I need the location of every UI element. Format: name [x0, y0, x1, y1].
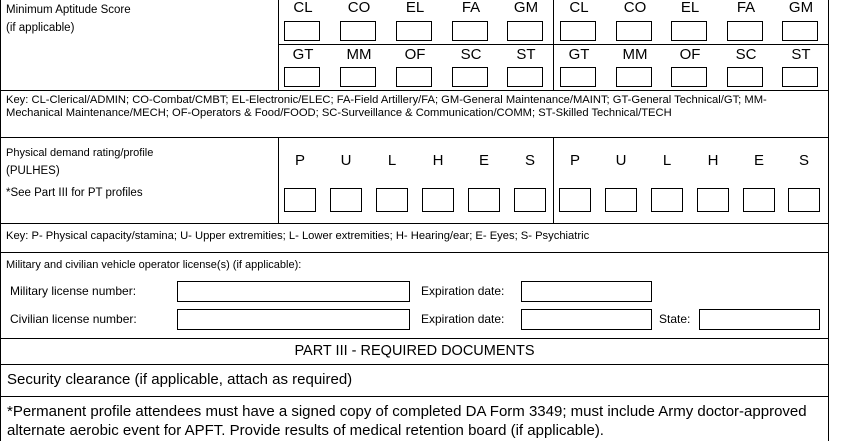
aptitude-header-gt: GT [292, 46, 314, 63]
divider-license [0, 252, 829, 253]
physical-note: *See Part III for PT profiles [6, 187, 143, 199]
security-clearance-text: Security clearance (if applicable, attach as required) [7, 371, 353, 388]
aptitude-header-el: EL [405, 0, 425, 16]
profile-note-text: *Permanent profile attendees must have a signed copy of completed DA Form 3349; must include Army doctor-approved alternate aerobic event for APFT. Provide results of medical retention board (if applicable). [7, 403, 807, 439]
divider-aptitude-key [0, 90, 829, 91]
aptitude-header-cl: CL [293, 0, 313, 16]
pulhes-header-l: L [387, 152, 397, 169]
aptitude-input-mm[interactable] [340, 67, 376, 87]
aptitude-row-divider [278, 44, 829, 45]
aptitude-input-st[interactable] [507, 67, 543, 87]
pulhes-header-s: S [524, 152, 535, 169]
physical-divider [278, 137, 279, 223]
aptitude-input-gt-2[interactable] [560, 67, 596, 87]
aptitude-input-fa[interactable] [452, 21, 488, 41]
civilian-license-input[interactable] [177, 309, 410, 330]
civilian-expiration-label: Expiration date: [421, 312, 505, 326]
part3-title: PART III - REQUIRED DOCUMENTS [294, 343, 535, 359]
pulhes-header-h: H [432, 152, 444, 169]
pulhes-input-l-2[interactable] [651, 188, 683, 212]
aptitude-input-el-2[interactable] [671, 21, 707, 41]
physical-sublabel: (PULHES) [6, 165, 60, 177]
pulhes-input-h-2[interactable] [697, 188, 729, 212]
aptitude-header-st: ST [516, 46, 536, 63]
aptitude-header-co: CO [347, 0, 371, 16]
pulhes-header-u: U [340, 152, 352, 169]
physical-key-text: Key: P- Physical capacity/stamina; U- Upper extremities; L- Lower extremities; H- Hearing/ear; E- Eyes; S- Psychiatric [6, 230, 590, 242]
aptitude-header-fa: FA [461, 0, 481, 16]
military-expiration-input[interactable] [521, 281, 652, 302]
pulhes-header-p-2: P [569, 152, 580, 169]
pulhes-input-s-2[interactable] [788, 188, 820, 212]
aptitude-input-co[interactable] [340, 21, 376, 41]
pulhes-input-e-2[interactable] [743, 188, 775, 212]
aptitude-header-gm-2: GM [788, 0, 814, 16]
pulhes-header-e: E [478, 152, 489, 169]
aptitude-column-divider [553, 0, 554, 90]
aptitude-input-gt[interactable] [284, 67, 320, 87]
aptitude-input-sc-2[interactable] [727, 67, 763, 87]
military-license-label: Military license number: [10, 284, 137, 298]
aptitude-header-cl-2: CL [569, 0, 589, 16]
aptitude-header-mm: MM [346, 46, 372, 63]
aptitude-sublabel: (if applicable) [6, 22, 75, 34]
license-heading: Military and civilian vehicle operator license(s) (if applicable): [6, 259, 302, 271]
aptitude-divider [278, 0, 279, 90]
pulhes-input-u-2[interactable] [605, 188, 637, 212]
pulhes-input-p[interactable] [284, 188, 316, 212]
pulhes-header-l-2: L [662, 152, 672, 169]
pulhes-header-h-2: H [707, 152, 719, 169]
aptitude-header-fa-2: FA [736, 0, 756, 16]
aptitude-input-mm-2[interactable] [616, 67, 652, 87]
pulhes-header-p: P [294, 152, 305, 169]
aptitude-header-gt-2: GT [568, 46, 590, 63]
aptitude-label: Minimum Aptitude Score [6, 4, 131, 16]
state-label: State: [659, 312, 691, 326]
aptitude-input-of[interactable] [396, 67, 432, 87]
divider-security [0, 364, 829, 365]
civilian-expiration-input[interactable] [521, 309, 652, 330]
aptitude-input-gm[interactable] [507, 21, 543, 41]
divider-part3 [0, 338, 829, 339]
aptitude-input-co-2[interactable] [616, 21, 652, 41]
aptitude-input-of-2[interactable] [671, 67, 707, 87]
aptitude-header-gm: GM [513, 0, 539, 16]
divider-physical [0, 137, 829, 138]
pulhes-input-h[interactable] [422, 188, 454, 212]
state-input[interactable] [699, 309, 820, 330]
aptitude-input-cl[interactable] [284, 21, 320, 41]
aptitude-header-mm-2: MM [622, 46, 648, 63]
aptitude-input-gm-2[interactable] [782, 21, 818, 41]
aptitude-input-cl-2[interactable] [560, 21, 596, 41]
aptitude-input-st-2[interactable] [782, 67, 818, 87]
aptitude-header-of: OF [404, 46, 426, 63]
aptitude-header-el-2: EL [680, 0, 700, 16]
pulhes-header-e-2: E [753, 152, 764, 169]
pulhes-input-u[interactable] [330, 188, 362, 212]
military-expiration-label: Expiration date: [421, 284, 505, 298]
divider-physical-key [0, 223, 829, 224]
aptitude-input-el[interactable] [396, 21, 432, 41]
aptitude-header-sc: SC [460, 46, 482, 63]
pulhes-input-s[interactable] [514, 188, 546, 212]
physical-column-divider [553, 137, 554, 223]
aptitude-key-text: Key: CL-Clerical/ADMIN; CO-Combat/CMBT; EL-Electronic/ELEC; FA-Field Artillery/FA; GM-General Maintenance/MAINT; GT-General Technical/GT; MM-Mechanical Maintenance/MECH; OF-Operators & Food/FOOD; SC-Surveillance & Communication/COMM; ST-Skilled Technical/TECH [6, 94, 767, 119]
pulhes-header-u-2: U [615, 152, 627, 169]
aptitude-header-sc-2: SC [735, 46, 757, 63]
military-license-input[interactable] [177, 281, 410, 302]
aptitude-input-fa-2[interactable] [727, 21, 763, 41]
aptitude-input-sc[interactable] [452, 67, 488, 87]
pulhes-input-p-2[interactable] [559, 188, 591, 212]
aptitude-header-co-2: CO [623, 0, 647, 16]
pulhes-input-l[interactable] [376, 188, 408, 212]
civilian-license-label: Civilian license number: [10, 312, 137, 326]
aptitude-header-st-2: ST [791, 46, 811, 63]
divider-profile-note [0, 396, 829, 397]
pulhes-input-e[interactable] [468, 188, 500, 212]
aptitude-header-of-2: OF [679, 46, 701, 63]
physical-label: Physical demand rating/profile [6, 147, 154, 159]
pulhes-header-s-2: S [798, 152, 809, 169]
